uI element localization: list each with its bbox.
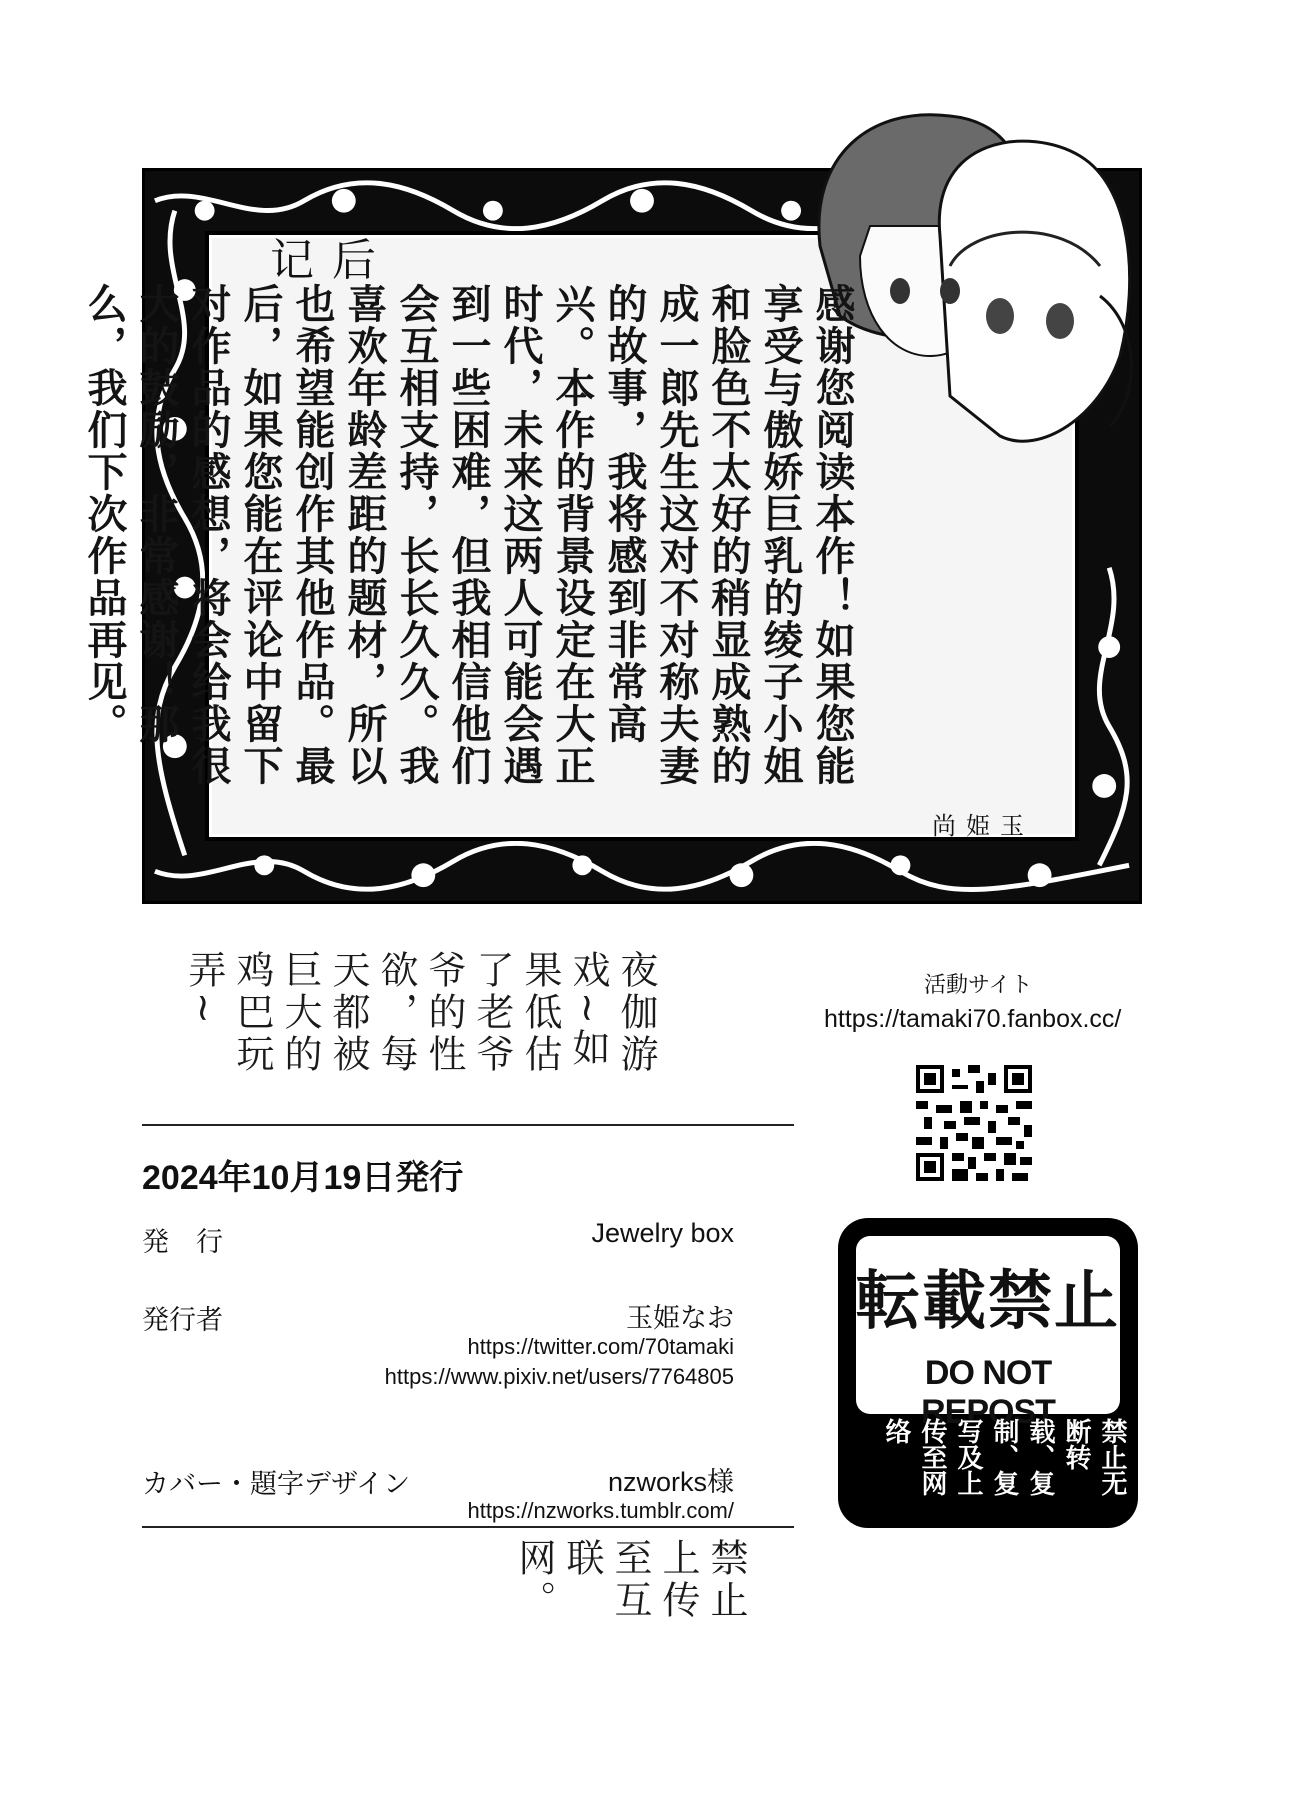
afterword-body: 感谢您阅读本作！如果您能享受与傲娇巨乳的绫子小姐和脸色不太好的稍显成熟的成一郎先生这对不对称夫妻的故事，我将感到非常高兴。本作的背景设定在大正时代，未来这两人可能会遇到一些困难，但我相信他们会互相支持，长长久久。我喜欢年龄差距的题材，所以也希望能创作其他作品。最后，如果您能在评论中留下对作品的感想，将会给我很大的鼓励，非常感谢！那么，我们下次作品再见。: [81, 283, 855, 787]
author-twitter-link[interactable]: https://twitter.com/70tamaki: [467, 1334, 734, 1359]
author-pixiv-link[interactable]: https://www.pixiv.net/users/7764805: [384, 1364, 734, 1389]
no-repost-badge: [838, 1218, 1138, 1528]
publisher-value: Jewelry box: [591, 1218, 734, 1248]
publisher-label: 発 行: [142, 1227, 223, 1258]
site-url-link[interactable]: https://tamaki70.fanbox.cc/: [824, 1005, 1122, 1033]
afterword-title: 记后: [270, 235, 394, 286]
design-value: nzworks様: [607, 1467, 734, 1497]
design-label: カバー・題字デザイン: [142, 1469, 411, 1500]
author-label: 発行者: [142, 1305, 223, 1336]
design-link[interactable]: https://nzworks.tumblr.com/: [467, 1498, 734, 1523]
no-repost-chinese: 禁止无断转载、复制、复写及上传至网络: [881, 1418, 1127, 1496]
bottom-note: 禁止上传至互联网。: [512, 1538, 748, 1622]
site-label: 活動サイト: [924, 973, 1033, 998]
no-repost-japanese: 転載禁止: [856, 1265, 1120, 1339]
qr-code-icon[interactable]: [916, 1065, 1032, 1181]
no-repost-inner: [856, 1236, 1120, 1431]
afterword-signature: 尚姫玉: [932, 812, 1034, 840]
publication-date: 2024年10月19日発行: [142, 1159, 464, 1197]
divider-top: [142, 1124, 794, 1126]
no-repost-english: DO NOT REPOST: [921, 1354, 1055, 1431]
author-value: 玉姫なお: [626, 1303, 734, 1333]
divider-bottom: [142, 1526, 794, 1528]
story-blurb: 夜伽游戏~如果低估了老爷爷的性欲，每天都被巨大的鸡巴玩弄~: [182, 950, 658, 1076]
